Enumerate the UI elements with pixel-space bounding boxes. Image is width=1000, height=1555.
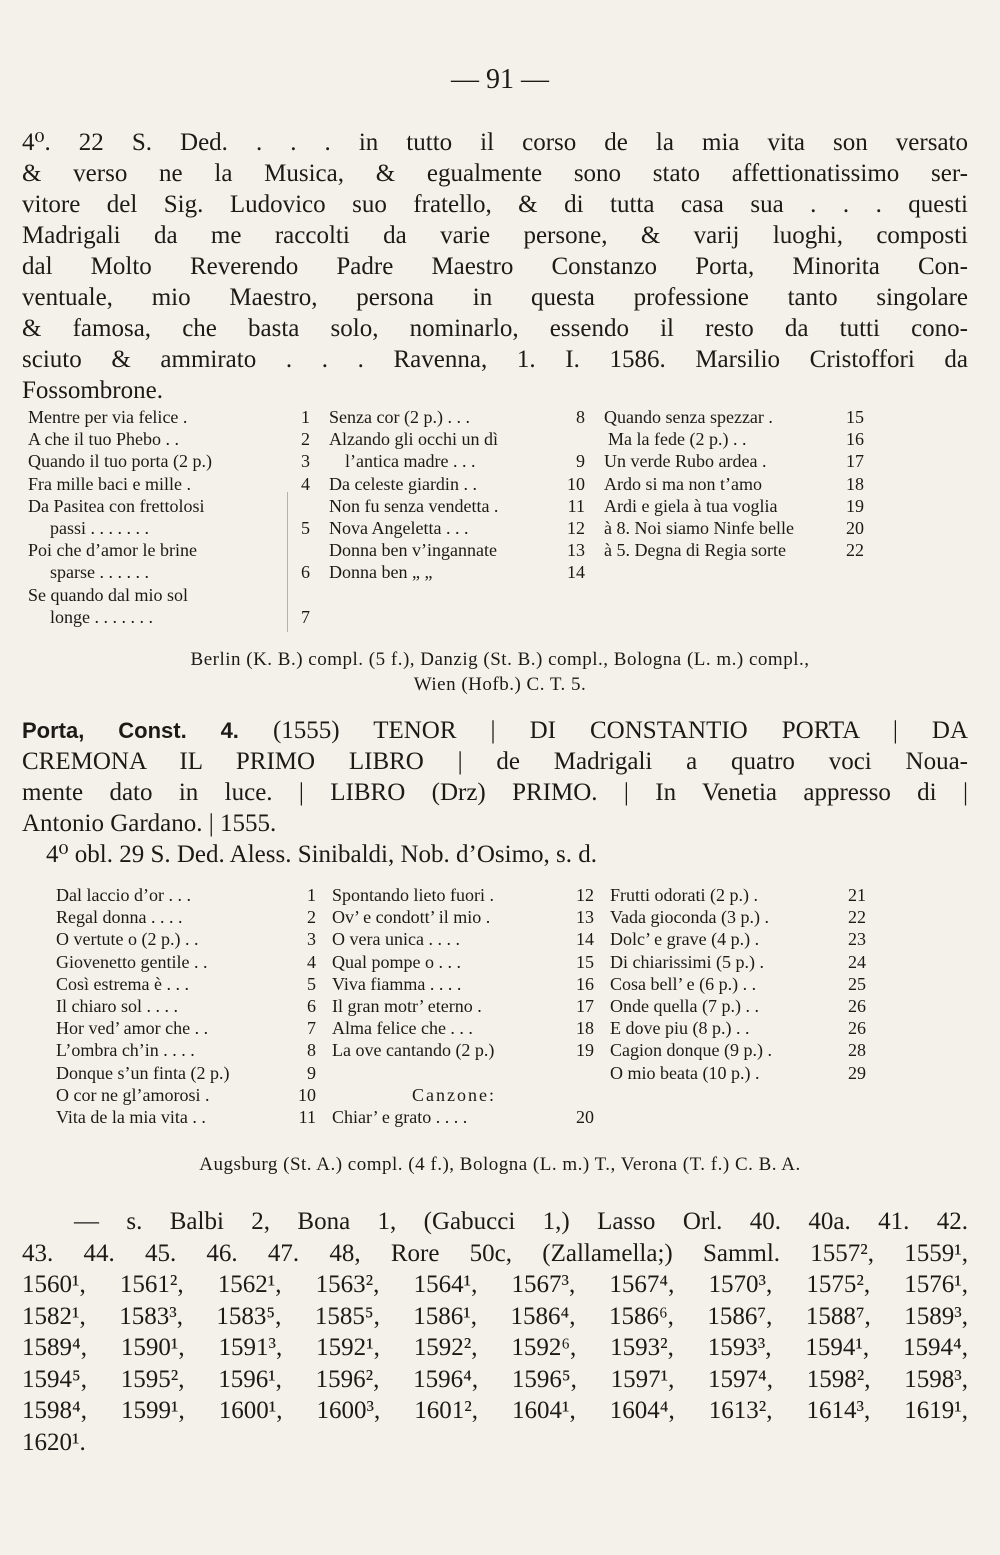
song-number: 7 (301, 606, 310, 627)
list-item (56, 1062, 316, 1084)
song-title: Qual pompe o . . . (332, 951, 461, 972)
song-title: sparse . . . . . . (50, 562, 149, 583)
song-title: A che il tuo Phebo . . (28, 429, 179, 450)
location-line: Berlin (K. B.) compl. (5 f.), Danzig (St. B.) compl., Bologna (L. m.) compl., (190, 649, 810, 670)
see-also-line: 1589⁴, 1590¹, 1591³, 1592¹, 1592², 1592⁶, 1593², 1593³, 1594¹, 1594⁴, (22, 1334, 968, 1361)
song-number (306, 539, 310, 561)
song-number: 14 (576, 929, 594, 950)
see-also-line: 1620¹. (22, 1428, 86, 1456)
song-title: Il gran motr’ eterno . (332, 996, 482, 1017)
song-title: Regal donna . . . . (56, 907, 183, 928)
song-title: longe . . . . . . . (50, 606, 153, 627)
list-item (610, 1039, 866, 1061)
song-title: Cosa bell’ e (6 p.) . . (610, 973, 757, 994)
song-title: Nova Angeletta . . . (329, 518, 469, 539)
song-number: 11 (567, 495, 585, 516)
song-number: 14 (567, 562, 585, 583)
song-number: 24 (848, 951, 866, 972)
song-title: O vertute o (2 p.) . . (56, 929, 199, 950)
see-also-line: 1582¹, 1583³, 1583⁵, 1585⁵, 1586¹, 1586⁴, 1586⁶, 1586⁷, 1588⁷, 1589³, (22, 1302, 968, 1330)
entry1-line: 4⁰. 22 S. Ded. . . . in tutto il corso de la mia vita son versato (22, 129, 968, 156)
list-item (332, 995, 594, 1017)
song-title: Frutti odorati (2 p.) . (610, 885, 758, 905)
list-item (28, 495, 310, 517)
song-number: 23 (848, 929, 866, 950)
song-title: Mentre per via felice . (28, 407, 188, 427)
entry1-contents-col1 (28, 406, 310, 628)
list-item (28, 606, 310, 628)
song-number: 11 (298, 1107, 316, 1128)
list-item (28, 450, 310, 472)
song-title: Spontando lieto fuori . (332, 885, 494, 905)
song-title: Onde quella (7 p.) . . (610, 996, 759, 1017)
song-title: O mio beata (10 p.) . (610, 1062, 760, 1083)
list-item (56, 1084, 316, 1106)
song-number: 6 (301, 562, 310, 583)
list-item (610, 928, 866, 950)
song-number: 20 (576, 1107, 594, 1128)
song-number: 5 (307, 973, 316, 994)
list-item (56, 973, 316, 995)
list-item (332, 1039, 594, 1061)
list-item (610, 1062, 866, 1084)
song-title: E dove piu (8 p.) . . (610, 1018, 750, 1039)
song-title: Donque s’un finta (2 p.) (56, 1062, 230, 1083)
song-title: Donna ben v’ingannate (329, 540, 497, 561)
list-item (332, 951, 594, 973)
see-also-line: 1598⁴, 1599¹, 1600¹, 1600³, 1601², 1604¹, 1604⁴, 1613², 1614³, 1619¹, (22, 1397, 968, 1424)
song-number: 19 (576, 1040, 594, 1061)
song-title: Ardo si ma non t’amo (604, 473, 762, 494)
list-item (610, 951, 866, 973)
entry2-contents-col2 (332, 884, 594, 1128)
song-title: Alma felice che . . . (332, 1018, 473, 1039)
song-title: Di chiarissimi (5 p.) . (610, 951, 764, 972)
entry2-title-start: (1555) TENOR | DI CONSTANTIO PORTA | DA (238, 717, 969, 744)
song-number: 20 (846, 518, 864, 539)
song-title: Se quando dal mio sol (28, 584, 188, 605)
list-item (332, 1017, 594, 1039)
list-item (28, 473, 310, 495)
entry1-contents-col3 (604, 406, 864, 561)
list-item (332, 906, 594, 928)
entry2-line (22, 715, 968, 746)
list-item (332, 1106, 594, 1128)
entry2-line: 4⁰ obl. 29 S. Ded. Aless. Sinibaldi, Nob. d’Osimo, s. d. (46, 841, 598, 868)
entry1-line: & verso ne la Musica, & egualmente sono stato affettionatissimo ser- (22, 160, 968, 187)
song-number: 28 (848, 1040, 866, 1061)
entry2-locations (0, 1152, 1000, 1177)
list-item (329, 495, 585, 517)
song-number (581, 428, 585, 450)
song-number: 6 (307, 996, 316, 1017)
song-title: Poi che d’amor le brine (28, 540, 197, 561)
list-item (604, 539, 864, 561)
song-number: 29 (848, 1062, 866, 1083)
entry1-contents-col2 (329, 406, 585, 584)
list-item (329, 428, 585, 450)
list-item (56, 1017, 316, 1039)
list-item (610, 906, 866, 928)
list-item (332, 973, 594, 995)
list-item (56, 1039, 316, 1061)
list-item (28, 406, 310, 428)
list-item (332, 884, 594, 906)
entry1-line: sciuto & ammirato . . . Ravenna, 1. I. 1586. Marsilio Cristoffori da (22, 346, 968, 373)
list-item (604, 495, 864, 517)
song-number: 2 (301, 429, 310, 450)
song-number (306, 495, 310, 517)
entry2-line: CREMONA IL PRIMO LIBRO | de Madrigali a quatro voci Noua- (22, 748, 968, 775)
entry1-line: dal Molto Reverendo Padre Maestro Constanzo Porta, Minorita Con- (22, 253, 968, 280)
list-item (329, 561, 585, 583)
list-item (604, 517, 864, 539)
list-item (329, 473, 585, 495)
section-label-canzone: Canzone: (412, 1084, 496, 1105)
song-number: 18 (576, 1018, 594, 1039)
song-number: 1 (307, 885, 316, 905)
list-item (329, 539, 585, 561)
song-title: Giovenetto gentile . . (56, 951, 208, 972)
list-item (28, 561, 310, 583)
song-number: 17 (576, 996, 594, 1017)
see-also-line: — s. Balbi 2, Bona 1, (Gabucci 1,) Lasso Orl. 40. 40a. 41. 42. (74, 1208, 968, 1235)
song-number (590, 1084, 594, 1106)
song-title: L’ombra ch’in . . . . (56, 1040, 195, 1061)
song-number: 26 (848, 996, 866, 1017)
song-title: Ardi e giela à tua voglia (604, 495, 778, 516)
list-item (610, 1017, 866, 1039)
song-number: 5 (301, 518, 310, 539)
song-number: 15 (576, 951, 594, 972)
entry2-line: mente dato in luce. | LIBRO (Drz) PRIMO. | In Venetia appresso di | (22, 779, 968, 806)
list-item (610, 973, 866, 995)
list-item (56, 884, 316, 906)
song-title: Alzando gli occhi un dì (329, 429, 498, 450)
list-item (28, 517, 310, 539)
song-title: Cagion donque (9 p.) . (610, 1040, 772, 1061)
song-number: 16 (846, 429, 864, 450)
list-item (332, 1084, 594, 1106)
song-title: Da celeste giardin . . (329, 473, 477, 494)
song-title: Senza cor (2 p.) . . . (329, 407, 470, 427)
song-title: Hor ved’ amor che . . (56, 1018, 209, 1039)
song-title: Quando il tuo porta (2 p.) (28, 451, 212, 472)
song-title: l’antica madre . . . (345, 451, 476, 472)
song-number: 12 (576, 885, 594, 905)
song-number: 17 (846, 451, 864, 472)
song-title: Non fu senza vendetta . (329, 495, 499, 516)
song-title: O cor ne gl’amorosi . (56, 1084, 210, 1105)
see-also-line: 1594⁵, 1595², 1596¹, 1596², 1596⁴, 1596⁵, 1597¹, 1597⁴, 1598², 1598³, (22, 1365, 968, 1393)
location-line: Wien (Hofb.) C. T. 5. (413, 674, 587, 695)
song-title: Vita de la mia vita . . (56, 1107, 206, 1128)
song-number: 9 (307, 1062, 316, 1083)
song-number: 13 (576, 907, 594, 928)
song-title: Così estrema è . . . (56, 973, 189, 994)
song-number: 26 (848, 1018, 866, 1039)
song-number: 19 (846, 495, 864, 516)
song-title: Ma la fede (2 p.) . . (608, 429, 747, 450)
song-title: Quando senza spezzar . (604, 407, 773, 427)
list-item (28, 584, 310, 606)
list-item (332, 1062, 594, 1084)
song-number: 16 (576, 973, 594, 994)
entry1-line: Madrigali da me raccolti da varie persone, & varij luoghi, composti (22, 222, 968, 249)
list-item (329, 450, 585, 472)
see-also-line: 1560¹, 1561², 1562¹, 1563², 1564¹, 1567³, 1567⁴, 1570³, 1575², 1576¹, (22, 1271, 968, 1298)
song-number (586, 1062, 590, 1084)
entry1-line: vitore del Sig. Ludovico suo fratello, & di tutta casa sua . . . questi (22, 191, 968, 218)
song-title: à 8. Noi siamo Ninfe belle (604, 518, 794, 539)
song-number: 18 (846, 473, 864, 494)
entry2-heading: Porta, Const. 4. (22, 718, 239, 743)
list-item (604, 473, 864, 495)
song-title: La ove cantando (2 p.) (332, 1040, 495, 1061)
song-number: 15 (846, 407, 864, 427)
song-title: passi . . . . . . . (50, 518, 149, 539)
song-title: Un verde Rubo ardea . (604, 451, 767, 472)
song-number: 10 (567, 473, 585, 494)
song-number: 12 (567, 518, 585, 539)
entry1-line: ventuale, mio Maestro, persona in questa professione tanto singolare (22, 284, 968, 311)
song-title: Da Pasitea con frettolosi (28, 495, 205, 516)
list-item (28, 428, 310, 450)
entry1-line: Fossombrone. (22, 377, 163, 404)
column-rule (287, 492, 288, 632)
song-title (332, 1062, 586, 1084)
song-number: 10 (298, 1084, 316, 1105)
song-title: O vera unica . . . . (332, 929, 460, 950)
list-item (604, 428, 864, 450)
list-item (56, 951, 316, 973)
location-line: Augsburg (St. A.) compl. (4 f.), Bologna (L. m.) T., Verona (T. f.) C. B. A. (199, 1154, 801, 1175)
song-number: 4 (301, 473, 310, 494)
list-item (332, 928, 594, 950)
see-also-line: 43. 44. 45. 46. 47. 48, Rore 50c, (Zallamella;) Samml. 1557², 1559¹, (22, 1239, 968, 1267)
song-number (306, 584, 310, 606)
song-number: 13 (567, 540, 585, 561)
list-item (28, 539, 310, 561)
song-title: Ov’ e condott’ il mio . (332, 907, 491, 928)
see-also (22, 1206, 968, 1458)
song-title: Il chiaro sol . . . . (56, 996, 178, 1017)
song-number: 21 (848, 885, 866, 905)
list-item (329, 406, 585, 428)
list-item (610, 995, 866, 1017)
song-number: 7 (307, 1018, 316, 1039)
entry1-description (22, 127, 968, 406)
list-item (56, 995, 316, 1017)
page-number: — 91 — (451, 64, 549, 95)
song-number: 3 (301, 451, 310, 472)
song-number: 3 (307, 929, 316, 950)
entry2-line: Antonio Gardano. | 1555. (22, 810, 277, 837)
entry1-locations (0, 647, 1000, 697)
song-number: 8 (576, 407, 585, 427)
song-number: 9 (576, 451, 585, 472)
list-item (56, 928, 316, 950)
entry2-contents-col1 (56, 884, 316, 1128)
song-number: 22 (848, 907, 866, 928)
song-title: Chiar’ e grato . . . . (332, 1107, 468, 1128)
song-title: à 5. Degna di Regia sorte (604, 540, 786, 561)
list-item (56, 906, 316, 928)
song-title: Fra mille baci e mille . (28, 473, 191, 494)
list-item (604, 406, 864, 428)
list-item (329, 517, 585, 539)
entry1-line: & famosa, che basta solo, nominarlo, essendo il resto da tutti cono- (22, 315, 968, 342)
song-number: 8 (307, 1040, 316, 1061)
entry2-contents-col3 (610, 884, 866, 1084)
list-item (610, 884, 866, 906)
song-number: 22 (846, 540, 864, 561)
song-number: 25 (848, 973, 866, 994)
song-title: Dolc’ e grave (4 p.) . (610, 929, 760, 950)
song-title: Donna ben „ „ (329, 562, 433, 583)
song-title: Dal laccio d’or . . . (56, 885, 191, 905)
song-title: Vada gioconda (3 p.) . (610, 907, 769, 928)
song-number: 4 (307, 951, 316, 972)
song-number: 1 (301, 407, 310, 427)
song-number: 2 (307, 907, 316, 928)
entry2-description (22, 715, 968, 870)
list-item (56, 1106, 316, 1128)
list-item (604, 450, 864, 472)
song-title: Viva fiamma . . . . (332, 973, 462, 994)
